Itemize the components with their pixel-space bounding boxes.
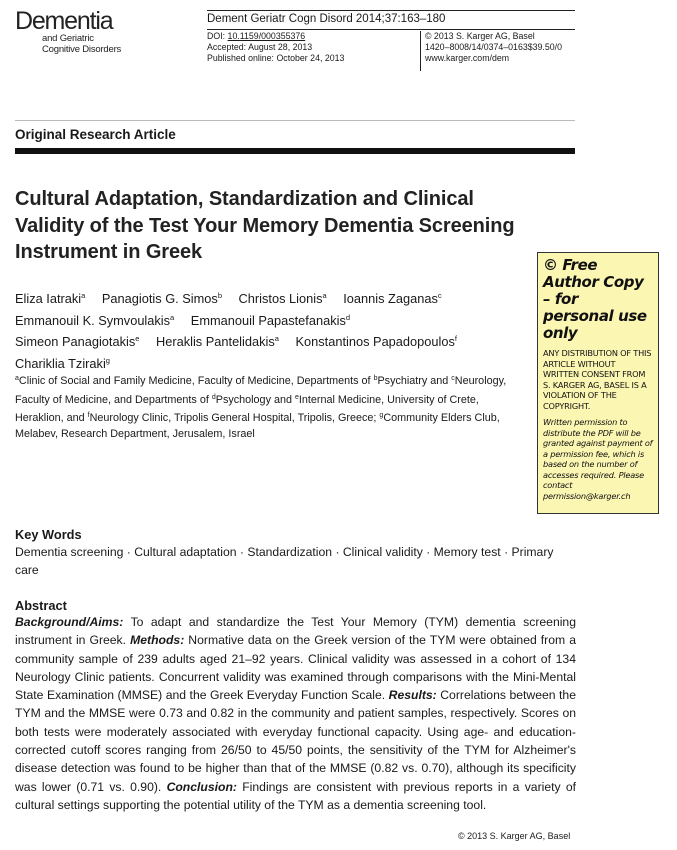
abstract-background-text: To adapt and standardize the Test Your Memory (TYM) dementia screening instrument in Greek. — [15, 615, 576, 648]
key-words-heading: Key Words — [15, 527, 82, 542]
publication-dates — [207, 31, 417, 64]
header-divider — [15, 120, 575, 121]
free-copy-permission: Written permission to distribute the PDF will be granted against payment of a permission fee, which is based on the number of accesses required. Please contact permission@karger.ch — [543, 417, 653, 501]
abstract-conclusion-text: Findings are consistent with previous reports in a variety of cultural settings supporting the potential utility of the TYM as a dementia screening tool. — [15, 779, 576, 812]
journal-logo — [15, 8, 145, 55]
article-title: Cultural Adaptation, Standardization and Clinical Validity of the Test Your Memory Dementia Screening Instrument in Greek — [15, 188, 515, 263]
abstract-heading: Abstract — [15, 598, 67, 613]
author: Panagiotis G. Simos$^b$ — [101, 291, 222, 306]
abstract-body — [15, 613, 576, 814]
free-copy-title: © Free Author Copy – for personal use only — [543, 256, 647, 342]
affiliations: $^a$Clinic of Social and Family Medicine, Faculty of Medicine, Departments of $^b$Psychiatry and $^c$Neurology, Faculty of Medicine, and Departments of $^d$Psychology and $^e$Internal Medicine, University of Crete, Heraklion, and $^f$Neurology Clinic, Tripolis General Hospital, Tripolis, Greece; $^g$Community Elders Club, Melabev, Research Department, Jerusalem, Israel — [15, 375, 507, 440]
journal-citation: Dement Geriatr Cogn Disord 2014;37:163–180 — [207, 11, 575, 30]
author: Simeon Panagiotakis$^e$ — [15, 334, 140, 350]
issn-line: 1420–8008/14/0374–0163$39.50/0 — [425, 42, 562, 52]
abstract-conclusion-label: Conclusion: — [166, 779, 237, 794]
journal-logo-title: Dementia — [15, 7, 113, 35]
abstract-results-label: Results: — [388, 688, 437, 703]
key-words-text: Dementia screening · Cultural adaptation · Standardization · Clinical validity · Memory test · Primary care — [15, 545, 554, 577]
author: Eliza Iatraki$^a$ — [15, 291, 86, 306]
doi-link[interactable]: 10.1159/000355376 — [227, 31, 306, 41]
author: Emmanouil K. Symvoulakis$^a$ — [15, 312, 175, 328]
author-list — [15, 287, 535, 373]
doi-line — [207, 31, 417, 42]
abstract-results-text: Correlations between the TYM and the MMSE were 0.73 and 0.82 in the community and patient samples, respectively. Scores on both tests were moderately associated with everyday functional capacity. Using age- and education-corrected cutoff scores ranging from 26/50 to 45/50 points, the sensitivity of the TYM for Alzheimer's disease detection was found to be higher than that of the MMSE (0.82 vs. 0.70), although its specificity was lower (0.71 vs. 0.90). — [15, 688, 576, 794]
abstract-methods-label: Methods: — [130, 633, 185, 648]
free-author-copy-notice — [537, 252, 659, 514]
author: Konstantinos Papadopoulos$^f$ — [295, 334, 457, 350]
journal-logo-subtitle-1: and Geriatric — [42, 33, 94, 44]
journal-website-link[interactable]: www.karger.com/dem — [425, 53, 510, 63]
author: Ioannis Zaganas$^c$ — [343, 291, 442, 306]
abstract-methods-text: Normative data on the Greek version of the TYM were obtained from a community sample of 239 adults aged 21–92 years. Clinical validity was assessed in a cohort of 134 Neurology Clinic patients. Concurrent validity was examined through comparisons with the Mini-Mental State Examination (MMSE) and the Greek Everyday Function Scale. — [15, 633, 576, 703]
abstract-copyright: © 2013 S. Karger AG, Basel — [458, 831, 571, 841]
title-divider — [15, 148, 575, 154]
published-date: Published online: October 24, 2013 — [207, 53, 345, 63]
author: Chariklia Tziraki$^g$ — [15, 355, 110, 371]
free-copy-warning: ANY DISTRIBUTION OF THIS ARTICLE WITHOUT WRITTEN CONSENT FROM S. KARGER AG, BASEL IS A VIOLATION OF THE COPYRIGHT. — [543, 348, 652, 411]
journal-logo-subtitle-2: Cognitive Disorders — [42, 43, 122, 55]
author: Emmanouil Papastefanakis$^d$ — [190, 312, 351, 328]
copyright-line: © 2013 S. Karger AG, Basel — [425, 31, 535, 41]
copyright-info — [420, 31, 580, 71]
journal-info-box — [207, 10, 575, 70]
author: Heraklis Pantelidakis$^a$ — [155, 334, 279, 350]
author: Christos Lionis$^a$ — [238, 291, 327, 306]
doi-label: DOI: — [207, 31, 226, 41]
article-type-label: Original Research Article — [15, 127, 176, 142]
accepted-date: Accepted: August 28, 2013 — [207, 42, 313, 52]
abstract-background-label: Background/Aims: — [15, 615, 124, 629]
